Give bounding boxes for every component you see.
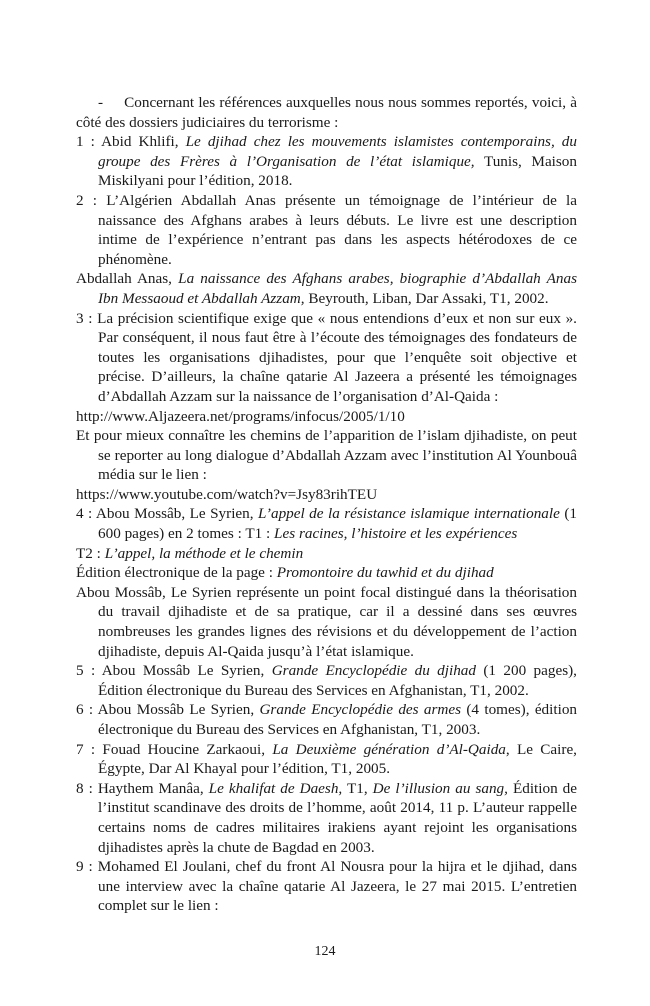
publication-info: , Le Caire, Égypte, Dar Al Khayal pour l’édition, T1, 2005. <box>98 740 577 778</box>
reference-number: 3 : <box>76 309 93 327</box>
author: Abou Mossâb Le Syrien, <box>101 662 265 680</box>
reference-number: 8 : <box>76 779 93 797</box>
author: Haythem Manâa, <box>97 779 204 797</box>
author: Abou Mossâb, Le Syrien, <box>95 505 254 523</box>
author: Fouad Houcine Zarkaoui, <box>102 740 266 758</box>
volume-info: T1, <box>346 779 368 797</box>
youtube-url: https://www.youtube.com/watch?v=Jsy83rihTEU <box>76 485 378 503</box>
book-title: Le djihad chez les mouvements islamistes contemporains, du groupe des Frères à l’Organisation de l’état islamique, <box>98 133 577 170</box>
author: Abou Mossâb Le Syrien, <box>97 701 255 719</box>
mossab-paragraph: Abou Mossâb, Le Syrien représente un point focal distingué dans la théorisation du travail djihadiste et de sa pratique, car il a dessiné dans ses œuvres nombreuses les grandes lignes des révisions et du développement de l’action djihadiste, depuis Al-Qaida jusqu’à l’état islamique. <box>76 583 577 660</box>
footnotes-body <box>76 93 577 916</box>
publication-info: (4 tomes), édition électronique du Bureau des Services en Afghanistan, T1, 2003. <box>98 701 578 738</box>
reference-9 <box>76 857 577 916</box>
electronic-edition-line <box>76 563 577 583</box>
azzam-dialogue-note: Et pour mieux connaître les chemins de l’apparition de l’islam djihadiste, on peut se reporter au long dialogue d’Abdallah Azzam avec l’institution Al Younbouâ média sur le lien : <box>76 427 577 484</box>
reference-3 <box>76 309 577 407</box>
publication-info: Tunis, Maison Miskilyani pour l’édition, 2018. <box>98 152 577 190</box>
author: Abid Khlifi, <box>101 133 179 151</box>
volume-title: De l’illusion au sang, <box>372 779 508 797</box>
reference-number: 7 : <box>76 740 96 758</box>
note-text: La précision scientifique exige que « nous entendions d’eux et non sur eux ». Par conséquent, il nous faut être à l’écoute des témoignages des fondateurs de toutes les organisations djihadistes, pour que l’enquête soit objective et précise. D’ailleurs, la chaîne qatarie Al Jazeera a présenté les témoignages d’Abdallah Azzam sur la naissance de l’organisation d’Al-Qaida : <box>97 309 577 405</box>
note-text: Mohamed El Joulani, chef du front Al Nousra pour la hijra et le djihad, dans une interview avec la chaîne qatarie Al Jazeera, le 27 mai 2015. L’entretien complet sur le lien : <box>97 858 577 915</box>
intro-text: Concernant les références auxquelles nous nous sommes reportés, voici, à côté des dossiers judiciaires du terrorisme : <box>76 94 578 131</box>
volume-label: T2 : <box>76 544 101 562</box>
note-text: L’Algérien Abdallah Anas présente un témoignage de l’intérieur de la naissance des Afghans arabes à leurs débuts. Le livre est une description intime de l’expérience n’entrant pas dans les aspects hétérodoxes de ce phénomène. <box>98 191 578 268</box>
volume-2-line <box>76 544 577 564</box>
reference-1 <box>76 132 577 191</box>
book-title: L’appel de la résistance islamique internationale <box>258 505 560 523</box>
volume-title: Les racines, l’histoire et les expériences <box>274 525 518 543</box>
publication-info: Édition de l’institut scandinave des droits de l’homme, août 2014, 11 p. L’auteur rappelle certains noms de cadres militaires irakiens ayant rejoint les organisations djihadistes après la chute de Bagdad en 2003. <box>98 779 578 856</box>
publication-info: Beyrouth, Liban, Dar Assaki, T1, 2002. <box>308 289 549 307</box>
book-title: Grande Encyclopédie du djihad <box>271 662 476 680</box>
edition-label: Édition électronique de la page : <box>76 564 273 582</box>
reference-7 <box>76 740 577 779</box>
publication-info: (1 200 pages), Édition électronique du Bureau des Services en Afghanistan, T1, 2002. <box>98 662 577 699</box>
edition-title: Promontoire du tawhid et du djihad <box>276 564 494 582</box>
reference-5 <box>76 661 577 700</box>
reference-number: 1 : <box>76 133 95 151</box>
volume-info: (1 600 pages) en 2 tomes : T1 : <box>98 505 577 543</box>
reference-number: 5 : <box>76 662 96 680</box>
reference-number: 4 : <box>76 505 93 523</box>
intro-paragraph <box>76 93 577 132</box>
author: Abdallah Anas, <box>76 270 172 288</box>
anas-reference <box>76 269 577 308</box>
book-title: La Deuxième génération d’Al-Qaida <box>272 740 506 758</box>
book-title: Grande Encyclopédie des armes <box>259 701 462 719</box>
book-title: La naissance des Afghans arabes, biographie d’Abdallah Anas Ibn Messaoud et Abdallah Azzam, <box>98 270 578 307</box>
book-title: Le khalifat de Daesh, <box>208 779 343 797</box>
dash-marker: - <box>98 94 104 111</box>
reference-2 <box>76 191 577 269</box>
reference-number: 2 : <box>76 191 97 209</box>
reference-6 <box>76 700 577 739</box>
reference-number: 9 : <box>76 858 93 876</box>
reference-number: 6 : <box>76 701 94 719</box>
volume-title: L’appel, la méthode et le chemin <box>104 544 304 562</box>
reference-8 <box>76 779 577 857</box>
aljazeera-url: http://www.Aljazeera.net/programs/infocus/2005/1/10 <box>76 407 405 425</box>
reference-4 <box>76 504 577 543</box>
page-number: 124 <box>314 944 336 959</box>
